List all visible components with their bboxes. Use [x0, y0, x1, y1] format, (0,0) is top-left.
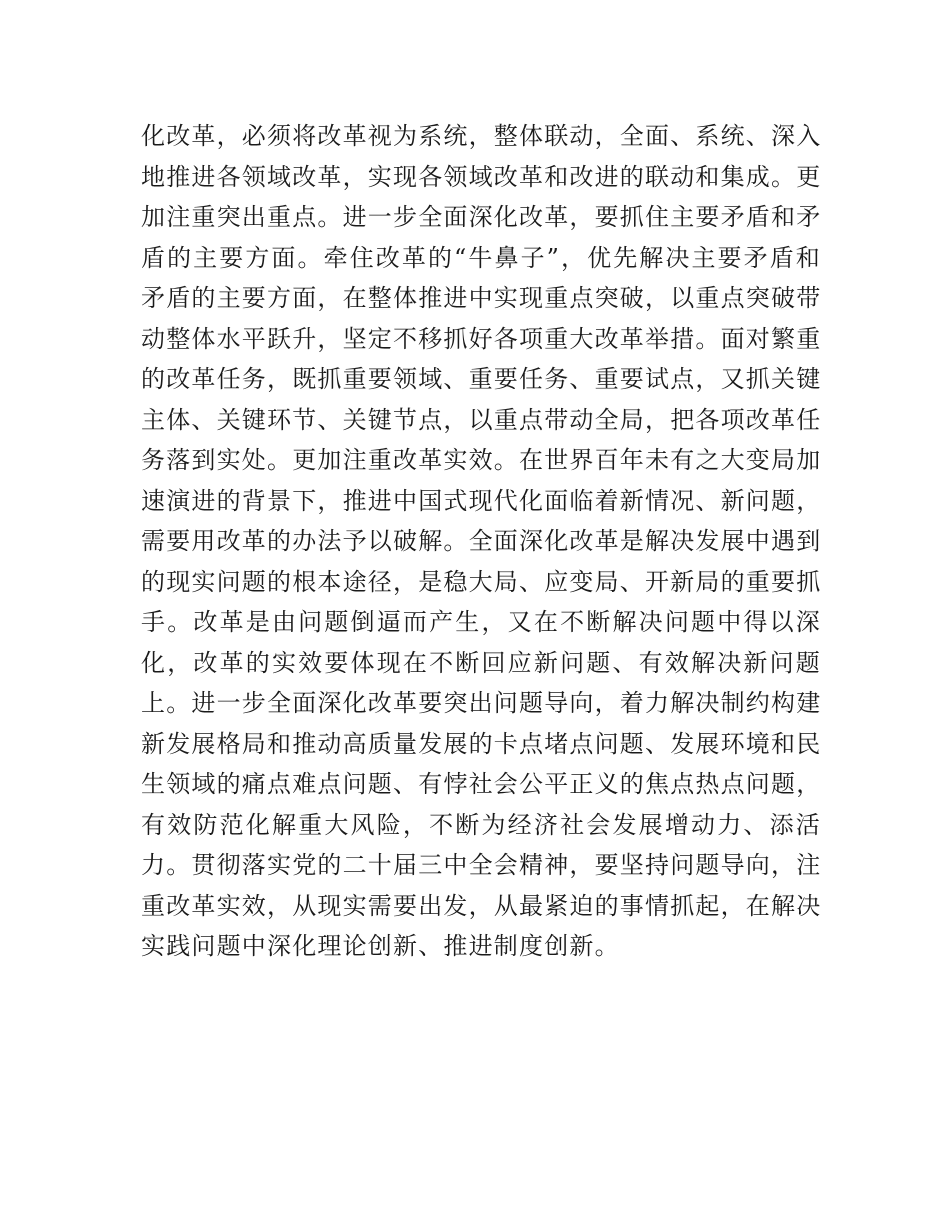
- text-line: 加注重突出重点。进一步全面深化改革，要抓住主要矛盾和矛: [141, 203, 821, 231]
- text-line-last: 实践问题中深化理论创新、推进制度创新。: [141, 932, 620, 960]
- text-line: 的现实问题的根本途径，是稳大局、应变局、开新局的重要抓: [141, 567, 821, 596]
- text-line: 主体、关键环节、关键节点，以重点带动全局，把各项改革任: [141, 405, 821, 434]
- text-line: 盾的主要方面。牵住改革的“牛鼻子”，优先解决主要矛盾和: [141, 243, 821, 272]
- body-paragraph: [141, 116, 821, 967]
- text-line: 速演进的背景下，推进中国式现代化面临着新情况、新问题，: [141, 486, 821, 515]
- text-line: 需要用改革的办法予以破解。全面深化改革是解决发展中遇到: [141, 527, 821, 555]
- text-line: 生领域的痛点难点问题、有悖社会公平正义的焦点热点问题，: [141, 770, 821, 798]
- text-line: 地推进各领域改革，实现各领域改革和改进的联动和集成。更: [141, 162, 821, 191]
- text-line: 务落到实处。更加注重改革实效。在世界百年未有之大变局加: [141, 446, 821, 474]
- text-line: 上。进一步全面深化改革要突出问题导向，着力解决制约构建: [141, 689, 821, 717]
- text-line: 新发展格局和推动高质量发展的卡点堵点问题、发展环境和民: [141, 729, 821, 758]
- text-line: 动整体水平跃升，坚定不移抓好各项重大改革举措。面对繁重: [141, 324, 821, 353]
- text-line: 有效防范化解重大风险，不断为经济社会发展增动力、添活: [141, 810, 821, 839]
- text-line: 化，改革的实效要体现在不断回应新问题、有效解决新问题: [141, 648, 821, 677]
- text-line: 化改革，必须将改革视为系统，整体联动，全面、系统、深入: [141, 122, 821, 150]
- text-line: 的改革任务，既抓重要领域、重要任务、重要试点，又抓关键: [141, 365, 821, 393]
- text-line: 矛盾的主要方面，在整体推进中实现重点突破，以重点突破带: [141, 284, 821, 312]
- text-line: 手。改革是由问题倒逼而产生，又在不断解决问题中得以深: [141, 608, 821, 636]
- text-line: 力。贯彻落实党的二十届三中全会精神，要坚持问题导向，注: [141, 851, 821, 879]
- text-line: 重改革实效，从现实需要出发，从最紧迫的事情抓起，在解决: [141, 891, 821, 920]
